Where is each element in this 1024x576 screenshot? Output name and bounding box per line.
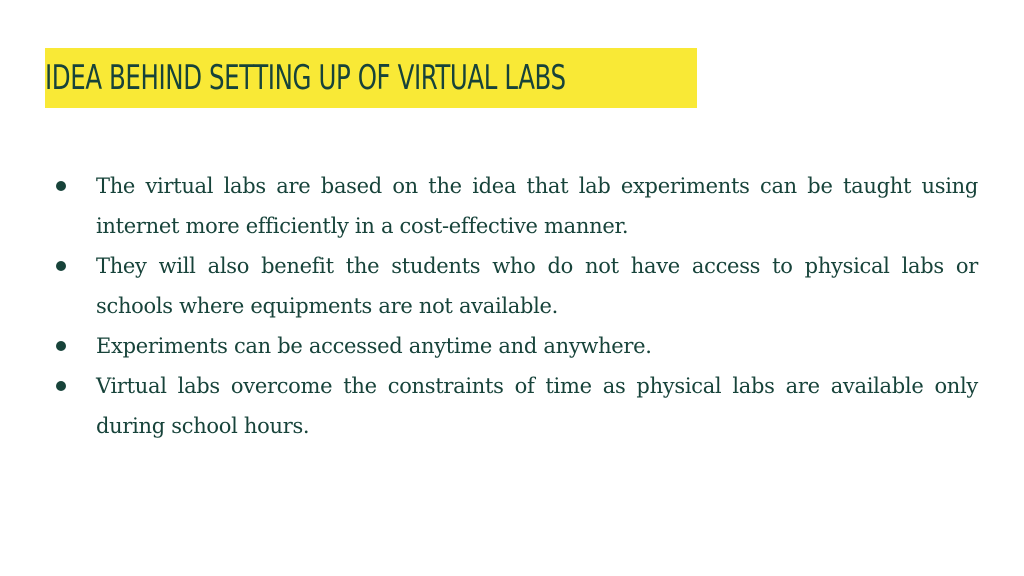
bullet-dot-icon (56, 341, 66, 351)
bullet-item (54, 166, 978, 246)
bullet-text: Virtual labs overcome the constraints of time as physical labs are available only during school hours. (96, 374, 978, 438)
bullet-item (54, 366, 978, 446)
bullet-text: The virtual labs are based on the idea that lab experiments can be taught using internet more efficiently in a cost-effective manner. (96, 174, 978, 238)
bullet-item (54, 246, 978, 326)
bullet-text: Experiments can be accessed anytime and anywhere. (96, 334, 652, 358)
bullet-dot-icon (56, 381, 66, 391)
bullet-dot-icon (56, 181, 66, 191)
bullet-dot-icon (56, 261, 66, 271)
bullet-item (54, 326, 978, 366)
bullet-list (54, 166, 978, 446)
bullet-text: They will also benefit the students who do not have access to physical labs or schools where equipments are not available. (96, 254, 978, 318)
slide-title-text: IDEA BEHIND SETTING UP OF VIRTUAL LABS (45, 58, 566, 98)
slide-title (45, 48, 697, 108)
